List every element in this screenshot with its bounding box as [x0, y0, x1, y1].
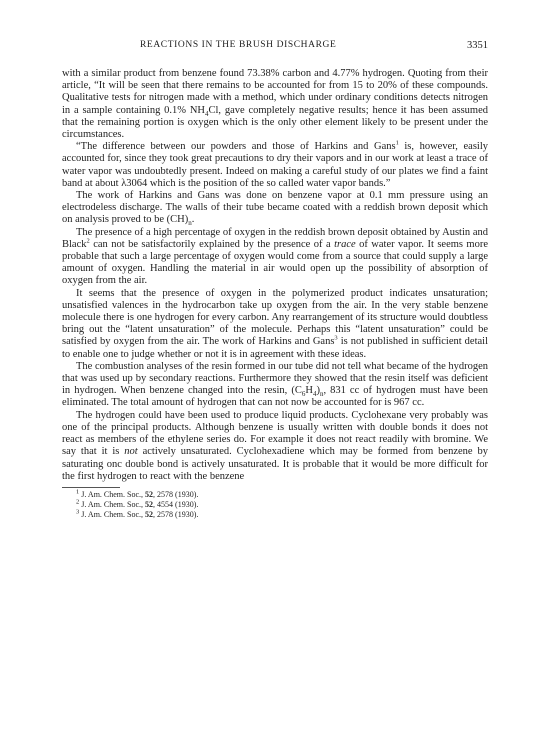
footnote-pages: , 2578 (1930). [153, 489, 199, 499]
sub-text: n [319, 390, 324, 399]
text-run: “The difference between our powders and those of Harkins and Gans [76, 141, 396, 153]
footnote-item [76, 510, 488, 520]
running-header [62, 40, 488, 54]
paragraph-p7 [62, 410, 488, 483]
text-run: The combustion analyses of the resin formed in our tube did not tell what became of the hydrogen that was used up by secondary reactions. Furthermore they showed that the resin itself was deficient in hydrogen. When benzene changed into the resin, (C [62, 360, 489, 397]
text-run: actively unsaturated. Cyclohexadiene which may be formed from benzene by saturating onc double bond is actively unsaturated. It is probable that it would be more difficult for the first hydrogen to react with the benzene [62, 446, 488, 482]
page-number: 3351 [467, 40, 488, 51]
paragraph-list [62, 68, 488, 483]
footnote-pages: , 2578 (1930). [153, 509, 199, 519]
paragraph-p3 [62, 190, 488, 227]
text-run: with a similar product from benzene found 73.38% carbon and 4.77% hydrogen. Quoting from their article, “It will be seen that there remains to be accounted for from 15 to 20% of these compounds. Qualitative tests for nitrogen made with a method, which under ordinary conditions detects nitrogen in a sample containing 0.1% NH [62, 68, 488, 116]
body-text [62, 68, 488, 520]
running-title: REACTIONS IN THE BRUSH DISCHARGE [140, 40, 337, 50]
footnote-marker: 1 [76, 488, 80, 496]
text-run: . [191, 214, 195, 226]
paragraph-p6 [62, 361, 488, 410]
sub-text: 4 [204, 109, 209, 118]
text-run: ) [316, 385, 320, 397]
sub-text: n [188, 219, 192, 228]
footnote-ref: 2 [86, 237, 90, 245]
footnote-volume: 52 [145, 489, 154, 499]
paragraph-p5 [62, 288, 488, 361]
text-run: The presence of a high percentage of oxygen in the reddish brown deposit obtained by Austin and Black [62, 226, 488, 250]
em-text: not [124, 446, 138, 458]
footnote-marker: 3 [76, 508, 80, 516]
text-run: of water vapor. It seems more probable that such a large percentage of oxygen would come from a source that could supply a large amount of oxygen. Handling the material in air would open up the possibility of absorption of oxygen from the air. [62, 238, 489, 287]
footnote-journal: J. Am. Chem. Soc., [81, 489, 146, 499]
footnote-marker: 2 [76, 498, 80, 506]
text-run: is not published in sufficient detail to enable one to judge whether or not it is in agreement with these ideas. [62, 336, 488, 360]
text-run: Cl, gave completely negative results; hence it has been assumed that the remaining portion is oxygen which is the only other element likely to be present under the circumstances. [62, 104, 488, 141]
sub-text: 4 [312, 390, 317, 399]
footnote-journal: J. Am. Chem. Soc., [81, 509, 146, 519]
em-text: trace [334, 238, 356, 250]
text-run: The hydrogen could have been used to produce liquid products. Cyclohexane very probably was one of the principal products. Although benzene is usually written with double bonds it does not react as members of the ethylene series do. For example it does not react readily with bromine. We say that it is [62, 409, 488, 458]
text-run: H [305, 385, 313, 397]
footnote-ref: 3 [334, 334, 338, 342]
footnotes [62, 490, 488, 520]
footnote-pages: , 4554 (1930). [153, 499, 199, 509]
text-run: The work of Harkins and Gans was done on benzene vapor at 0.1 mm pressure using an electrodeless discharge. The walls of their tube became coated with a reddish brown deposit which on analysis proved to be (CH) [62, 190, 488, 226]
footnote-item [76, 490, 488, 500]
paragraph-p2 [62, 141, 488, 190]
text-run: It seems that the presence of oxygen in the polymerized product indicates unsaturation; unsatisfied valences in the hydrocarbon take up oxygen from the air. In the very stable benzene molecule there is one hydrogen for every carbon. Any rearrangement of its structure would doubtless bring out the “latent unsaturation” of the molecule. Perhaps this “latent unsaturation” could be satisfied by oxygen from the air. The work of Harkins and Gans [62, 287, 488, 348]
paragraph-p4 [62, 227, 488, 288]
footnote-ref: 1 [395, 139, 399, 147]
sub-text: 6 [301, 390, 306, 399]
footnote-journal: J. Am. Chem. Soc., [81, 499, 146, 509]
text-run: , 831 cc of hydrogen must have been eliminated. The total amount of hydrogen that can not now be accounted for is 967 cc. [62, 385, 488, 409]
footnote-volume: 52 [145, 509, 154, 519]
footnote-rule [62, 487, 120, 488]
footnote-item [76, 500, 488, 510]
footnote-volume: 52 [145, 499, 154, 509]
paragraph-p1 [62, 68, 488, 141]
text-run: is, however, easily accounted for, since they took great precautions to dry their vapors and in our work at least a trace of water vapor was undoubtedly present. Indeed on making a careful study of our plates we find a faint band at about λ3064 which is the position of the so called water vapor bands.” [62, 141, 488, 189]
text-run: can not be satisfactorily explained by the presence of a [89, 238, 335, 250]
